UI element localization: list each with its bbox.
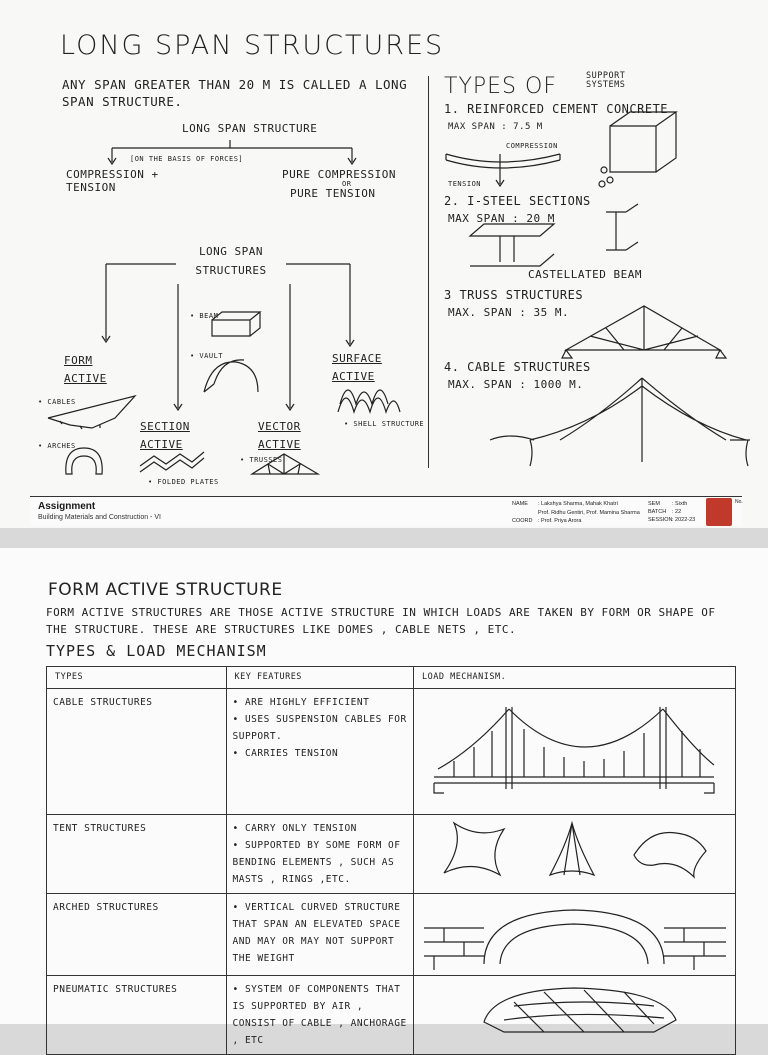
row-load-sketch	[413, 689, 735, 815]
row-type: TENT STRUCTURES	[47, 815, 227, 894]
row-type: PNEUMATIC STRUCTURES	[47, 976, 227, 1055]
page2-paragraph: FORM ACTIVE STRUCTURES ARE THOSE ACTIVE STRUCTURE IN WHICH LOADS ARE TAKEN BY FORM OR SHAPE OF THE STRUCTURE. THESE ARE STRUCTURES LIKE DOMES , CABLE NETS , ETC.	[46, 606, 716, 636]
surface-active-label: SURFACE ACTIVE	[332, 352, 382, 383]
page-two	[0, 548, 768, 1046]
row-features	[226, 894, 413, 976]
rcc-compression-note: COMPRESSION	[506, 142, 558, 150]
header-types: TYPES	[47, 667, 227, 689]
support-item-cable-span: MAX. SPAN : 1000 M.	[448, 378, 584, 391]
castellated-beam-label: CASTELLATED BEAM	[528, 268, 642, 281]
cable-bridge-sketch	[414, 689, 734, 813]
assignment-label: Assignment	[38, 501, 96, 512]
rcc-tension-note: TENSION	[448, 180, 482, 188]
form-active-label: FORM ACTIVE	[64, 354, 107, 385]
session-label: SESSION	[648, 517, 673, 523]
feature-item: • ARE HIGHLY EFFICIENT	[232, 697, 370, 708]
column-divider	[428, 76, 429, 468]
feature-item: • SYSTEM OF COMPONENTS THAT IS SUPPORTED BY AIR , CONSIST OF CABLE , ANCHORAGE , ETC	[232, 984, 407, 1046]
batch-label: BATCH	[648, 509, 667, 515]
title-block-footer	[30, 496, 742, 526]
support-item-steel: 2. I-STEEL SECTIONS	[444, 194, 591, 208]
load-mechanism-table	[46, 666, 736, 1055]
row-features	[226, 815, 413, 894]
tree1-root: LONG SPAN STRUCTURE	[182, 122, 318, 135]
row-load-sketch	[413, 815, 735, 894]
tree-diagram-drawing	[0, 0, 428, 496]
row-load-sketch	[413, 894, 735, 976]
form-example-arches: • ARCHES	[38, 442, 76, 450]
feature-item: • CARRY ONLY TENSION	[232, 823, 357, 834]
session-value: : 2022-23	[672, 517, 696, 523]
page-title: LONG SPAN STRUCTURES	[60, 30, 445, 61]
support-title: TYPES OF	[444, 74, 557, 99]
tree2-root: LONG SPAN STRUCTURES	[195, 245, 267, 277]
support-item-truss: 3 TRUSS STRUCTURES	[444, 288, 584, 302]
support-item-rcc-span: MAX SPAN : 7.5 M	[448, 122, 543, 132]
sheet-number-label: No.	[735, 499, 743, 505]
name-label: NAME	[512, 501, 528, 507]
support-item-steel-span: MAX SPAN : 20 M	[448, 212, 555, 225]
page2-subheading: TYPES & LOAD MECHANISM	[46, 642, 267, 660]
section-active-label: SECTION ACTIVE	[140, 420, 190, 451]
intro-text: ANY SPAN GREATER THAN 20 M IS CALLED A LONG SPAN STRUCTURE.	[62, 77, 408, 109]
table-row	[47, 894, 736, 976]
coord-value: : Prof. Priya Arora	[538, 518, 582, 524]
tree1-right-line1: PURE COMPRESSION	[282, 168, 396, 181]
vector-example: • TRUSSES	[240, 456, 283, 464]
page2-title: FORM ACTIVE STRUCTURE	[48, 580, 283, 600]
arch-sketch	[414, 894, 734, 974]
section-example-folded: • FOLDED PLATES	[148, 478, 219, 486]
sem-label: SEM	[648, 501, 660, 507]
table-row	[47, 689, 736, 815]
row-type: CABLE STRUCTURES	[47, 689, 227, 815]
row-load-sketch	[413, 976, 735, 1055]
table-row	[47, 976, 736, 1055]
pneumatic-sketch	[414, 976, 734, 1036]
feature-item: • SUPPORTED BY SOME FORM OF BENDING ELEMENTS , SUCH AS MASTS , RINGS ,ETC.	[232, 840, 401, 885]
surface-example: • SHELL STRUCTURE	[344, 420, 425, 428]
support-systems-drawing	[430, 96, 750, 476]
vector-active-label: VECTOR ACTIVE	[258, 420, 301, 451]
feature-item: • CARRIES TENSION	[232, 748, 339, 759]
tree1-note: [ON THE BASIS OF FORCES]	[130, 155, 244, 163]
name-value: : Lakshya Sharma, Mahak Khatri	[538, 501, 618, 507]
form-example-cables: • CABLES	[38, 398, 76, 406]
row-features	[226, 976, 413, 1055]
feature-item: • VERTICAL CURVED STRUCTURE THAT SPAN AN ELEVATED SPACE AND MAY OR MAY NOT SUPPORT THE WEIGHT	[232, 902, 401, 964]
support-subtitle: SUPPORT SYSTEMS	[586, 71, 626, 90]
tree1-right-or: OR	[342, 180, 352, 188]
header-load: LOAD MECHANISM.	[413, 667, 735, 689]
batch-value: : 22	[672, 509, 682, 515]
institution-logo-icon	[706, 498, 732, 526]
coord-label: COORD	[512, 518, 533, 524]
sem-value: : Sixth	[672, 501, 688, 507]
faculty-value: Prof. Ridhu Gentiri, Prof. Mamina Sharma	[538, 510, 640, 516]
support-item-cable: 4. CABLE STRUCTURES	[444, 360, 591, 374]
support-item-truss-span: MAX. SPAN : 35 M.	[448, 306, 570, 319]
table-row	[47, 815, 736, 894]
header-features: KEY FEATURES	[226, 667, 413, 689]
feature-item: • USES SUSPENSION CABLES FOR SUPPORT.	[232, 714, 407, 742]
row-features	[226, 689, 413, 815]
tree1-left: COMPRESSION + TENSION	[66, 168, 159, 194]
row-type: ARCHED STRUCTURES	[47, 894, 227, 976]
table-header-row	[47, 667, 736, 689]
course-label: Building Materials and Construction - VI	[38, 514, 161, 521]
tent-sketch	[414, 815, 734, 885]
section-example-beam: • BEAM	[190, 312, 219, 320]
tree1-right-line2: PURE TENSION	[290, 187, 376, 200]
section-example-vault: • VAULT	[190, 352, 224, 360]
support-item-rcc: 1. REINFORCED CEMENT CONCRETE	[444, 102, 669, 116]
